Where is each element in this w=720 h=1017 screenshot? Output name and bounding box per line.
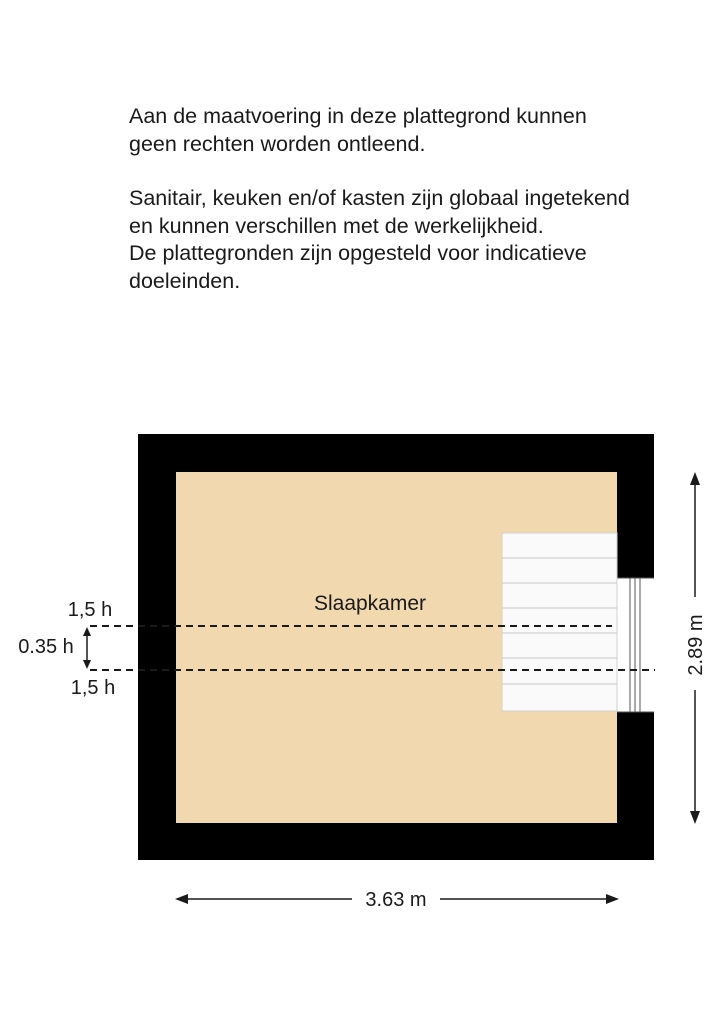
disclaimer-line: Aan de maatvoering in deze plattegrond kunnen [129,104,587,128]
disclaimer-line: doeleinden. [129,268,241,293]
stairs [502,533,617,711]
room-label: Slaapkamer [313,592,427,615]
height-arrow [83,627,91,669]
width-dimension [175,889,619,911]
disclaimer-line: De plattegronden zijn opgesteld voor indicatieve [129,241,587,265]
disclaimer-line: geen rechten worden ontleend. [129,131,426,156]
disclaimer-line: Sanitair, keuken en/of kasten zijn globaal ingetekend [129,186,630,210]
height-label-mid: 0.35 h [18,636,74,658]
width-dimension-label: 3.63 m [365,889,427,911]
disclaimer-line: en kunnen verschillen met de werkelijkheid. [129,213,544,238]
depth-dimension-label: 2.89 m [685,614,707,676]
depth-dimension [685,472,707,824]
height-label-upper: 1,5 h [67,599,113,621]
height-label-lower: 1,5 h [70,677,116,699]
window [617,578,654,712]
